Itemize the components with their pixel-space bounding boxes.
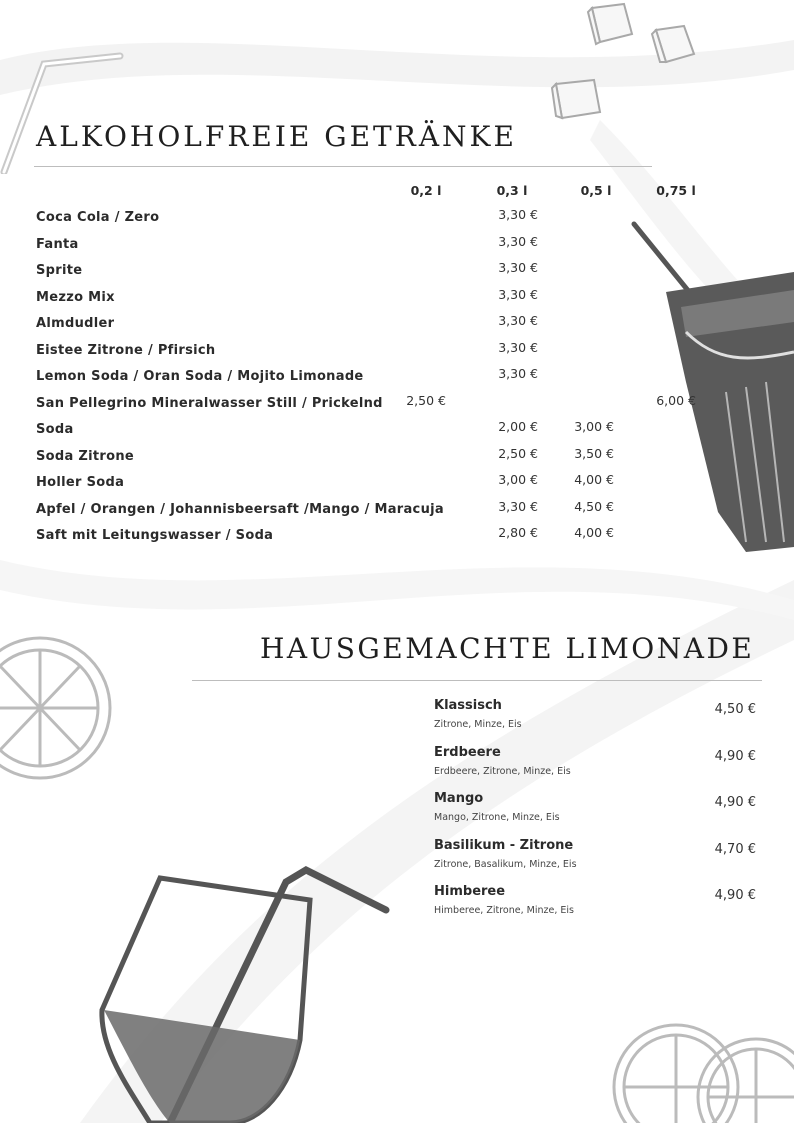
drink-price: 4,00 € [574,525,614,540]
drink-price: 3,50 € [574,445,614,461]
lemonade-description: Mango, Zitrone, Minze, Eis [434,812,560,823]
column-header-0-3: 0,3 l [496,183,528,198]
drink-price: 3,30 € [498,260,538,275]
title-divider [34,166,652,167]
drink-price: 4,00 € [574,472,614,487]
drink-name: Soda Zitrone [36,448,135,464]
lemonade-name: Klassisch [434,698,502,713]
title-divider [192,680,762,681]
drink-price: 3,30 € [498,498,538,514]
lemonade-name: Mango [434,791,484,806]
lemonade-description: Erdbeere, Zitrone, Minze, Eis [434,765,571,777]
lemonade-price: 4,90 € [714,795,756,810]
drink-name: Apfel / Orangen / Johannisbeersaft /Mango / Maracuja [36,501,444,517]
drink-price: 2,50 € [498,445,538,461]
drink-name: San Pellegrino Mineralwasser Still / Prickelnd [36,395,383,411]
drink-price: 2,00 € [498,419,538,434]
lemonade-price: 4,70 € [714,841,756,857]
lemonade-description: Himberee, Zitrone, Minze, Eis [434,905,574,916]
drink-name: Lemon Soda / Oran Soda / Mojito Limonade [36,369,364,384]
lemonade-price: 4,90 € [714,888,756,903]
column-header-0-2: 0,2 l [410,183,442,198]
drink-name: Sprite [36,263,83,278]
drink-price: 3,30 € [498,207,538,222]
lemonade-price: 4,50 € [714,702,756,717]
drink-price: 3,30 € [498,366,538,381]
lemonade-description: Zitrone, Minze, Eis [434,719,522,730]
lemonade-name: Himberee [434,884,506,899]
section-title-hausgemachte-limonade: HAUSGEMACHTE LIMONADE [260,632,755,665]
drink-name: Saft mit Leitungswasser / Soda [36,528,274,543]
lemonade-price: 4,90 € [714,748,756,764]
drink-price: 3,30 € [498,313,538,328]
drink-price: 3,30 € [498,233,538,249]
drink-name: Mezzo Mix [36,289,115,305]
drink-name: Coca Cola / Zero [36,210,160,225]
drink-name: Holler Soda [36,475,125,490]
drink-name: Almdudler [36,316,115,331]
drink-price: 3,00 € [498,472,538,487]
drink-price: 3,00 € [574,419,614,434]
drink-price: 3,30 € [498,339,538,355]
drink-name: Fanta [36,236,79,252]
column-header-0-5: 0,5 l [580,183,612,198]
drink-price: 4,50 € [574,498,614,514]
section-title-alkoholfreie-getraenke: ALKOHOLFREIE GETRÄNKE [36,120,517,153]
drink-price: 2,80 € [498,525,538,540]
drink-name: Soda [36,422,74,437]
drink-name: Eistee Zitrone / Pfirsich [36,342,216,358]
lemonade-description: Zitrone, Basalikum, Minze, Eis [434,858,577,870]
drink-price: 6,00 € [656,392,696,408]
drink-price: 2,50 € [406,392,446,408]
column-header-0-75: 0,75 l [656,183,696,198]
drink-price: 3,30 € [498,286,538,302]
lemonade-name: Basilikum - Zitrone [434,837,574,853]
lemonade-name: Erdbeere [434,744,501,760]
